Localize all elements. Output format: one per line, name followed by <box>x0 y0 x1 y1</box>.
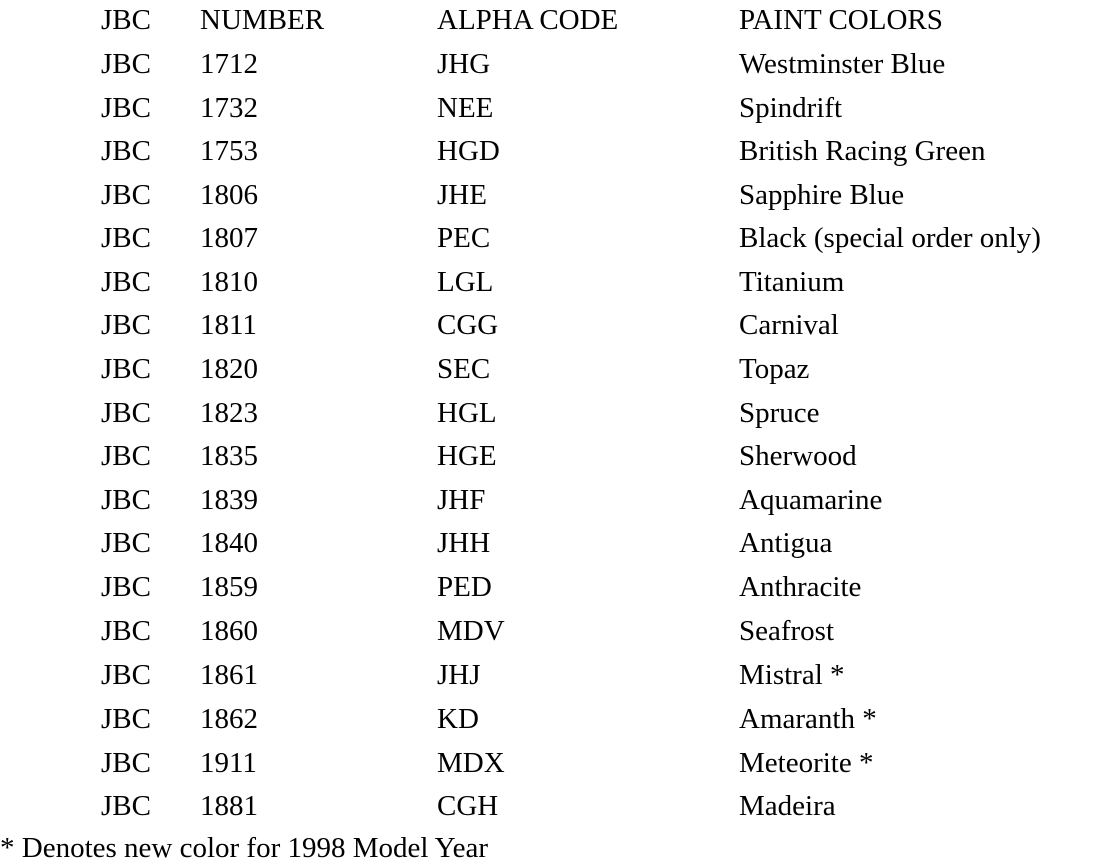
row-paint-color: Madeira <box>739 790 836 822</box>
header-number: NUMBER <box>200 4 325 36</box>
row-number: 1835 <box>200 440 258 472</box>
row-number: 1753 <box>200 135 258 167</box>
row-paint-color: Spindrift <box>739 92 843 124</box>
row-prefix: JBC <box>101 48 151 80</box>
row-prefix: JBC <box>101 397 151 429</box>
row-number: 1839 <box>200 484 258 516</box>
table-row <box>0 655 1104 695</box>
row-alpha-code: JHJ <box>437 659 481 691</box>
row-prefix: JBC <box>101 615 151 647</box>
row-prefix: JBC <box>101 309 151 341</box>
row-alpha-code: CGG <box>437 309 499 341</box>
row-paint-color: Anthracite <box>739 571 862 603</box>
table-header-row <box>0 0 1104 40</box>
row-prefix: JBC <box>101 747 151 779</box>
row-prefix: JBC <box>101 703 151 735</box>
row-alpha-code: LGL <box>437 266 494 298</box>
row-prefix: JBC <box>101 353 151 385</box>
row-number: 1810 <box>200 266 258 298</box>
header-paint-colors: PAINT COLORS <box>739 4 943 36</box>
row-paint-color: Sherwood <box>739 440 857 472</box>
row-alpha-code: SEC <box>437 353 491 385</box>
table-row <box>0 699 1104 739</box>
table-row <box>0 567 1104 607</box>
row-prefix: JBC <box>101 179 151 211</box>
table-row <box>0 786 1104 826</box>
row-number: 1712 <box>200 48 258 80</box>
row-paint-color: Amaranth * <box>739 703 877 735</box>
table-row <box>0 743 1104 783</box>
row-number: 1911 <box>200 747 257 779</box>
row-prefix: JBC <box>101 440 151 472</box>
row-number: 1881 <box>200 790 258 822</box>
row-alpha-code: NEE <box>437 92 494 124</box>
row-alpha-code: MDV <box>437 615 505 647</box>
footnote: * Denotes new color for 1998 Model Year <box>0 832 489 864</box>
row-alpha-code: KD <box>437 703 479 735</box>
row-paint-color: Mistral * <box>739 659 845 691</box>
row-prefix: JBC <box>101 135 151 167</box>
table-row <box>0 436 1104 476</box>
row-alpha-code: HGL <box>437 397 497 429</box>
row-alpha-code: PED <box>437 571 492 603</box>
row-paint-color: Meteorite * <box>739 747 874 779</box>
row-number: 1840 <box>200 527 258 559</box>
row-paint-color: Antigua <box>739 527 833 559</box>
row-prefix: JBC <box>101 571 151 603</box>
row-number: 1807 <box>200 222 258 254</box>
row-prefix: JBC <box>101 790 151 822</box>
row-paint-color: Westminster Blue <box>739 48 946 80</box>
table-row <box>0 131 1104 171</box>
row-prefix: JBC <box>101 484 151 516</box>
header-alpha-code: ALPHA CODE <box>437 4 619 36</box>
row-prefix: JBC <box>101 266 151 298</box>
row-alpha-code: HGE <box>437 440 497 472</box>
row-prefix: JBC <box>101 92 151 124</box>
row-alpha-code: PEC <box>437 222 491 254</box>
table-row <box>0 88 1104 128</box>
row-paint-color: Carnival <box>739 309 839 341</box>
row-alpha-code: JHF <box>437 484 486 516</box>
row-paint-color: Seafrost <box>739 615 835 647</box>
row-paint-color: British Racing Green <box>739 135 986 167</box>
row-number: 1806 <box>200 179 258 211</box>
row-alpha-code: JHE <box>437 179 487 211</box>
row-number: 1861 <box>200 659 258 691</box>
table-row <box>0 175 1104 215</box>
row-alpha-code: JHH <box>437 527 491 559</box>
row-paint-color: Sapphire Blue <box>739 179 905 211</box>
row-number: 1860 <box>200 615 258 647</box>
table-row <box>0 611 1104 651</box>
row-number: 1862 <box>200 703 258 735</box>
row-number: 1820 <box>200 353 258 385</box>
table-row <box>0 262 1104 302</box>
table-row <box>0 305 1104 345</box>
row-alpha-code: CGH <box>437 790 499 822</box>
row-prefix: JBC <box>101 527 151 559</box>
table-row <box>0 44 1104 84</box>
row-prefix: JBC <box>101 659 151 691</box>
row-number: 1732 <box>200 92 258 124</box>
row-paint-color: Topaz <box>739 353 810 385</box>
row-alpha-code: JHG <box>437 48 491 80</box>
table-row <box>0 480 1104 520</box>
row-number: 1823 <box>200 397 258 429</box>
row-alpha-code: HGD <box>437 135 500 167</box>
row-number: 1811 <box>200 309 257 341</box>
row-alpha-code: MDX <box>437 747 505 779</box>
row-paint-color: Spruce <box>739 397 820 429</box>
table-row <box>0 349 1104 389</box>
row-paint-color: Black (special order only) <box>739 222 1041 254</box>
table-row <box>0 218 1104 258</box>
row-number: 1859 <box>200 571 258 603</box>
table-row <box>0 523 1104 563</box>
row-paint-color: Titanium <box>739 266 845 298</box>
row-paint-color: Aquamarine <box>739 484 883 516</box>
header-prefix: JBC <box>101 4 151 36</box>
row-prefix: JBC <box>101 222 151 254</box>
table-row <box>0 393 1104 433</box>
